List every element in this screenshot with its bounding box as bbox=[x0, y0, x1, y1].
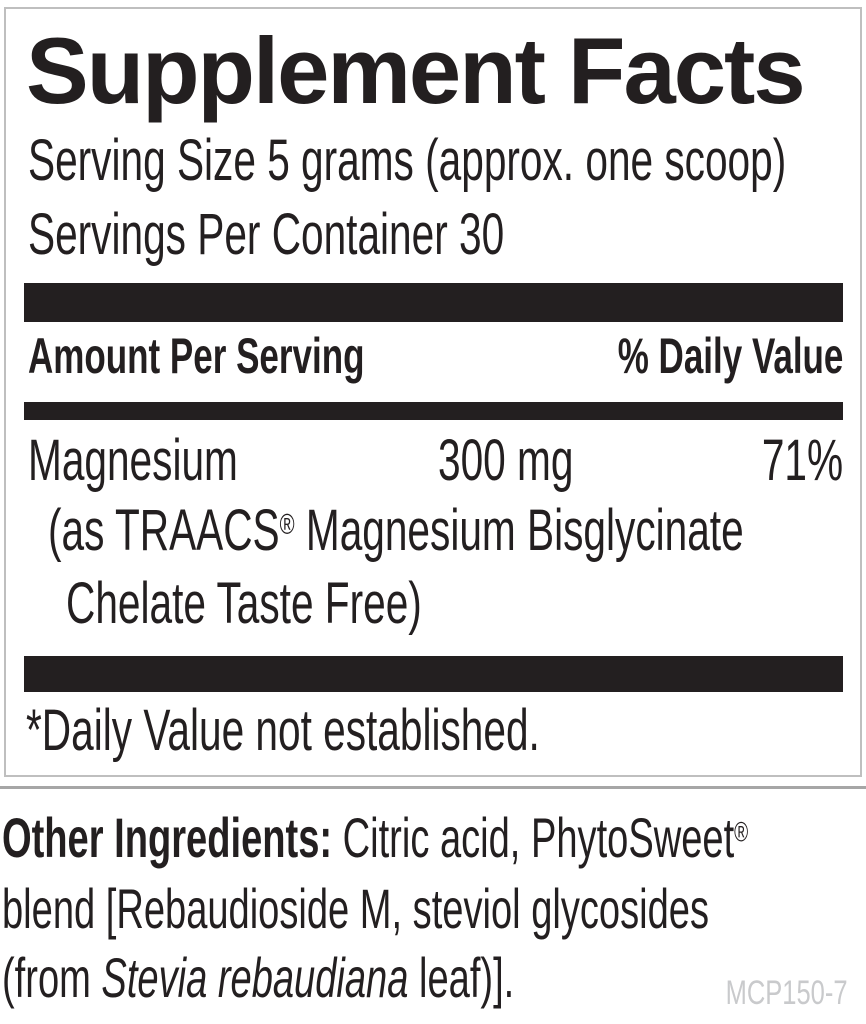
servings-per-container-line bbox=[28, 202, 708, 267]
product-code-text: MCP150-7 bbox=[726, 974, 848, 1012]
ingredient-detail-line-2 bbox=[66, 571, 574, 636]
servings-per-container-text: Servings Per Container 30 bbox=[28, 202, 505, 267]
other-ingredients-line-3 bbox=[2, 946, 755, 1009]
serving-size-text: Serving Size 5 grams (approx. one scoop) bbox=[28, 128, 787, 193]
footnote bbox=[26, 698, 760, 763]
other-ingredients-line-1 bbox=[2, 806, 866, 869]
ingredient-detail-line-1 bbox=[48, 498, 866, 563]
registered-mark-icon: ® bbox=[734, 816, 749, 848]
detail-post-text: Magnesium Bisglycinate bbox=[294, 498, 744, 563]
thick-divider-top bbox=[24, 283, 843, 322]
line3-latin-name: Stevia rebaudiana bbox=[101, 946, 409, 1009]
detail-pre-text: (as TRAACS bbox=[48, 498, 280, 563]
supplement-facts-title bbox=[26, 18, 804, 123]
line3-pre-text: (from bbox=[2, 946, 102, 1009]
ingredient-amount: 300 mg bbox=[438, 428, 574, 493]
title-text: Supplement Facts bbox=[26, 18, 804, 123]
other-ingredients-heading: Other Ingredients: bbox=[2, 806, 333, 869]
ingredient-name: Magnesium bbox=[28, 428, 238, 493]
thick-divider-bottom bbox=[24, 656, 843, 692]
divider-medium bbox=[24, 402, 843, 420]
line3-post-text: leaf)]. bbox=[408, 946, 515, 1009]
footnote-text: *Daily Value not established. bbox=[26, 698, 540, 763]
registered-mark-icon: ® bbox=[279, 509, 295, 542]
detail-line2-text: Chelate Taste Free) bbox=[66, 571, 422, 636]
other-ingredients-line1-text: Citric acid, PhytoSweet bbox=[332, 806, 735, 869]
ingredient-daily-value: 71% bbox=[761, 428, 843, 493]
serving-size-line bbox=[28, 128, 866, 193]
other-ingredients-line2-text: blend [Rebaudioside M, steviol glycosides bbox=[2, 877, 709, 940]
amount-per-serving-header: Amount Per Serving bbox=[28, 328, 365, 384]
daily-value-header: % Daily Value bbox=[617, 328, 843, 384]
other-ingredients-line-2 bbox=[2, 877, 866, 940]
column-header-row bbox=[28, 328, 843, 384]
product-code bbox=[685, 974, 848, 1013]
section-separator bbox=[0, 786, 866, 789]
ingredient-row bbox=[28, 428, 843, 493]
